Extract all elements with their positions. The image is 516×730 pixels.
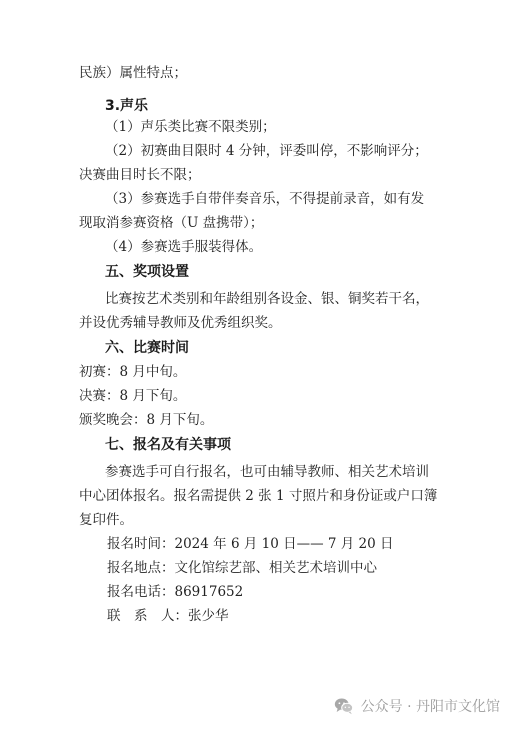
paragraph-line: 并设优秀辅导教师及优秀组织奖。 [79,315,282,331]
wechat-watermark [333,695,500,717]
registration-phone: 报名电话：86917652 [107,584,244,600]
paragraph-line: 决赛曲目时长不限； [79,167,201,183]
paragraph-line: 民族）属性特点； [79,65,187,81]
wechat-icon [333,695,355,717]
watermark-text: 公众号 · 丹阳市文化馆 [360,699,500,715]
section-heading-vocal: 3.声乐 [105,98,149,114]
paragraph-line: 决赛：8 月下旬。 [79,388,187,404]
paragraph-line: 复印件。 [79,512,133,528]
registration-location: 报名地点：文化馆综艺部、相关艺术培训中心 [107,560,377,576]
paragraph-line: （4）参赛选手服装得体。 [105,239,263,255]
paragraph-line: 中心团体报名。报名需提供 2 张 1 寸照片和身份证或户口簿 [79,488,438,504]
paragraph-line: 颁奖晚会：8 月下旬。 [79,412,214,428]
section-heading-schedule: 六、比赛时间 [105,340,189,356]
paragraph-line: （1）声乐类比赛不限类别； [105,119,276,135]
contact-person: 联 系 人：张少华 [107,608,229,624]
paragraph-line: 初赛：8 月中旬。 [79,364,187,380]
paragraph-line: （3）参赛选手自带伴奏音乐，不得提前录音，如有发 [105,191,425,207]
registration-time: 报名时间：2024 年 6 月 10 日—— 7 月 20 日 [107,536,394,552]
paragraph-line: 参赛选手可自行报名，也可由辅导教师、相关艺术培训 [105,464,429,480]
section-heading-registration: 七、报名及有关事项 [105,437,231,453]
paragraph-line: （2）初赛曲目限时 4 分钟，评委叫停，不影响评分； [105,143,428,159]
section-heading-awards: 五、奖项设置 [105,264,189,280]
paragraph-line: 比赛按艺术类别和年龄组别各设金、银、铜奖若干名， [105,291,429,307]
paragraph-line: 现取消参赛资格（U 盘携带）； [79,215,264,231]
